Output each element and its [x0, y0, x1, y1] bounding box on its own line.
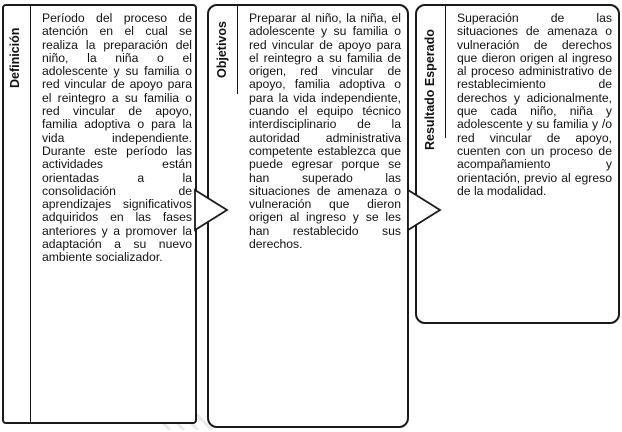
definicion-divider	[30, 4, 31, 424]
definicion-box	[2, 4, 197, 424]
arrow-definicion-to-objetivos	[193, 188, 233, 232]
definicion-label: Definición	[8, 27, 22, 88]
resultado-label: Resultado Esperado	[423, 29, 437, 150]
objetivos-label: Objetivos	[215, 21, 229, 78]
objetivos-text: Preparar al niño, la niña, el adolescente y su familia o red vincular de apoyo para el reintegro a su familia de origen, red vincular de apoyo, familia adoptiva o para la vida independiente, cuando el equipo técnico interdisciplinario de la autoridad administrativa competente establezca que puede egresar porque se han superado las situaciones de amenaza o vulneración que dieron origen al ingreso y se les han restablecido sus derechos.	[249, 11, 401, 252]
objetivos-divider	[237, 6, 238, 94]
resultado-box	[415, 4, 620, 324]
arrow-objetivos-to-resultado	[406, 188, 446, 232]
objetivos-box	[207, 4, 409, 428]
resultado-text: Superación de las situaciones de amenaza o vulneración de derechos que dieron origen al ingreso al proceso administrativo de restablecimiento de derechos y adicionalmente, que cada niño, niña y adolescente y su familia y /o red vincular de apoyo, cuenten con un proceso de acompañamiento y orientación, previo al egreso de la modalidad.	[457, 11, 612, 198]
resultado-divider	[445, 6, 446, 138]
definicion-text: Período del proceso de atención en el cual se realiza la preparación del niño, la niña o el adolescente y su familia o red vincular de apoyo para el reintegro a su familia o red vincular de apoyo, familia adoptiva o para la vida independiente. Durante este período las actividades están orientadas a la consolidación de aprendizajes significativos adquiridos en las fases anteriores y a promover la adaptación a su nuevo ambiente socializador.	[42, 11, 192, 265]
